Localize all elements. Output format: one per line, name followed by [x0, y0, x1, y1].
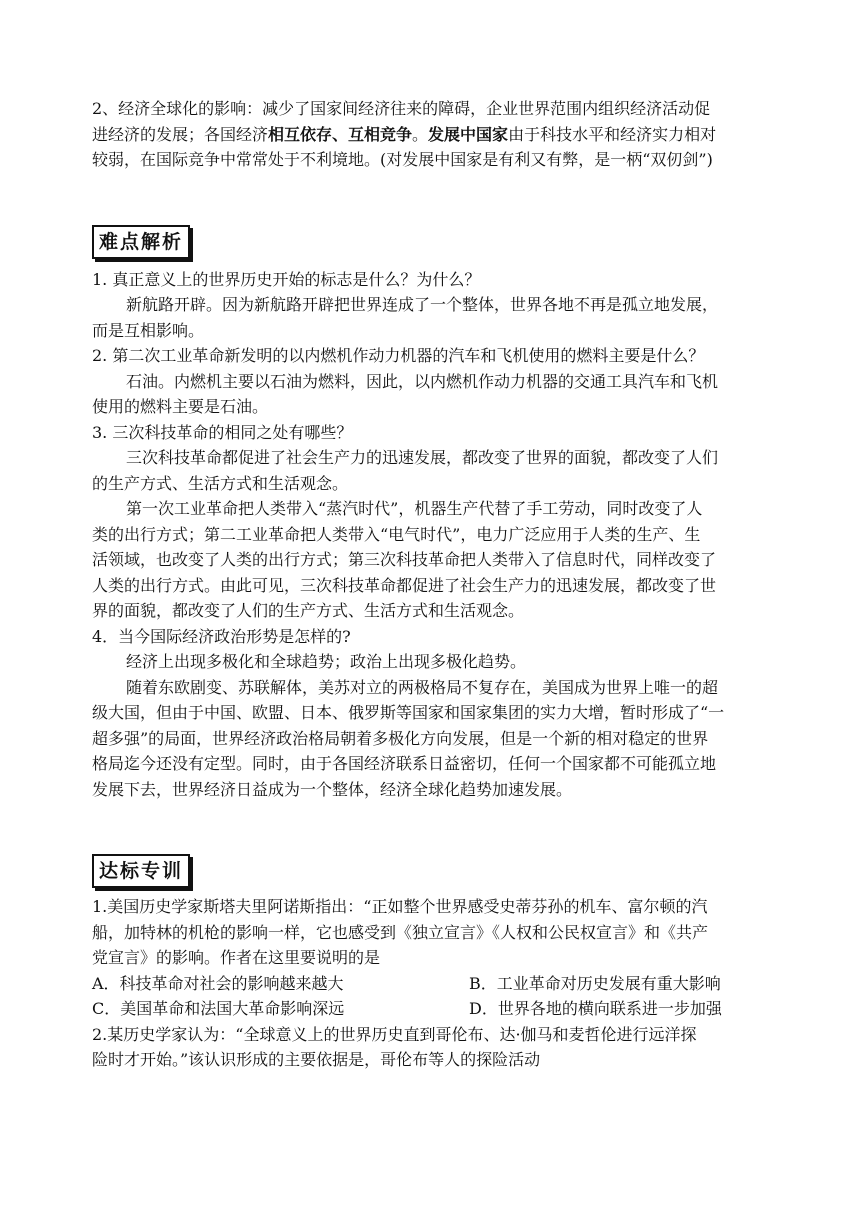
answer-4-p2-line-3: 超多强”的局面，世界经济政治格局朝着多极化方向发展，但是一个新的相对稳定的世界 — [92, 728, 709, 748]
intro-line-3: 较弱，在国际竞争中常常处于不利境地。(对发展中国家是有利又有弊，是一柄“双仞剑”) — [92, 150, 713, 169]
intro-text: 进经济的发展；各国经济 — [92, 124, 269, 144]
practice-q1-line-3: 党宣言》的影响。作者在这里要说明的是 — [92, 948, 381, 967]
practice-q2-line-1: 2.某历史学家认为：“全球意义上的世界历史直到哥伦布、达·伽马和麦哲伦进行远洋探 — [92, 1024, 697, 1044]
practice-q1-options-row-2 — [92, 996, 772, 1022]
answer-4-p1: 经济上出现多极化和全球趋势；政治上出现多极化趋势。 — [126, 652, 527, 671]
practice-q2-line-2: 险时才开始。”该认识形成的主要依据是，哥伦布等人的探险活动 — [92, 1050, 541, 1069]
answer-3-p2-line-4: 人类的出行方式。由此可见，三次科技革命都促进了社会生产力的迅速发展，都改变了世 — [92, 575, 717, 595]
option-d: D．世界各地的横向联系进一步加强 — [469, 999, 722, 1018]
intro-text: 由于科技水平和经济实力相对 — [508, 124, 717, 144]
section-title: 难点解析 — [92, 225, 190, 259]
answer-3-p2-line-1: 第一次工业革命把人类带入“蒸汽时代”，机器生产代替了手工劳动，同时改变了人 — [126, 499, 703, 518]
bold-term: 发展中国家 — [428, 124, 509, 144]
document-page — [92, 96, 772, 1073]
answer-3-p2-line-3: 活领域，也改变了人类的出行方式；第三次科技革命把人类带入了信息时代，同样改变了 — [92, 550, 717, 569]
answer-3-p1-line-1: 三次科技革命都促进了社会生产力的迅速发展，都改变了世界的面貌，都改变了人们 — [126, 448, 719, 467]
intro-line-1: 2、经济全球化的影响：减少了国家间经济往来的障碍，企业世界范围内组织经济活动促 — [92, 99, 711, 118]
answer-1-line-2: 而是互相影响。 — [92, 320, 205, 340]
section-heading-difficulty — [92, 225, 772, 259]
answer-2-line-2: 使用的燃料主要是石油。 — [92, 397, 269, 416]
answer-4-p2-line-2: 级大国，但由于中国、欧盟、日本、俄罗斯等国家和国家集团的实力大增，暂时形成了“一 — [92, 703, 725, 722]
practice-q1-options-row-1 — [92, 971, 772, 997]
question-3: 3. 三次科技革命的相同之处有哪些？ — [92, 422, 353, 442]
question-4: 4．当今国际经济政治形势是怎样的? — [92, 626, 351, 646]
intro-text: 。 — [412, 124, 429, 144]
answer-1-line-1: 新航路开辟。因为新航路开辟把世界连成了一个整体，世界各地不再是孤立地发展， — [126, 295, 719, 314]
practice-q1-line-1: 1.美国历史学家斯塔夫里阿诺斯指出：“正如整个世界感受史蒂芬孙的机车、富尔顿的汽 — [92, 897, 708, 916]
bold-term: 相互依存、互相竞争 — [268, 124, 413, 144]
answer-3-p1-line-2: 的生产方式、生活方式和生活观念。 — [92, 473, 349, 493]
option-b: B．工业革命对历史发展有重大影响 — [469, 973, 721, 993]
practice-section — [92, 894, 772, 1073]
answer-3-p2-line-2: 类的出行方式；第二工业革命把人类带入“电气时代”，电力广泛应用于人类的生产、生 — [92, 524, 701, 544]
question-2: 2. 第二次工业革命新发明的以内燃机作动力机器的汽车和飞机使用的燃料主要是什么？ — [92, 346, 705, 365]
question-1: 1. 真正意义上的世界历史开始的标志是什么？为什么？ — [92, 269, 481, 289]
option-c: C．美国革命和法国大革命影响深远 — [92, 999, 345, 1018]
answer-2-line-1: 石油。内燃机主要以石油为燃料，因此，以内燃机作动力机器的交通工具汽车和飞机 — [126, 371, 719, 391]
answer-4-p2-line-1: 随着东欧剧变、苏联解体，美苏对立的两极格局不复存在，美国成为世界上唯一的超 — [126, 677, 719, 697]
option-a: A．科技革命对社会的影响越来越大 — [92, 973, 344, 993]
practice-q1-line-2: 船，加特林的机枪的影响一样，它也感受到《独立宣言》《人权和公民权宣言》和《共产 — [92, 922, 709, 942]
difficulty-section — [92, 267, 772, 803]
answer-4-p2-line-5: 发展下去，世界经济日益成为一个整体，经济全球化趋势加速发展。 — [92, 779, 573, 799]
intro-paragraph — [92, 96, 772, 173]
section-heading-practice — [92, 854, 772, 888]
answer-4-p2-line-4: 格局迄今还没有定型。同时，由于各国经济联系日益密切，任何一个国家都不可能孤立地 — [92, 754, 717, 773]
section-title: 达标专训 — [92, 854, 190, 888]
answer-3-p2-line-5: 界的面貌，都改变了人们的生产方式、生活方式和生活观念。 — [92, 601, 525, 620]
intro-line-2 — [92, 122, 772, 148]
